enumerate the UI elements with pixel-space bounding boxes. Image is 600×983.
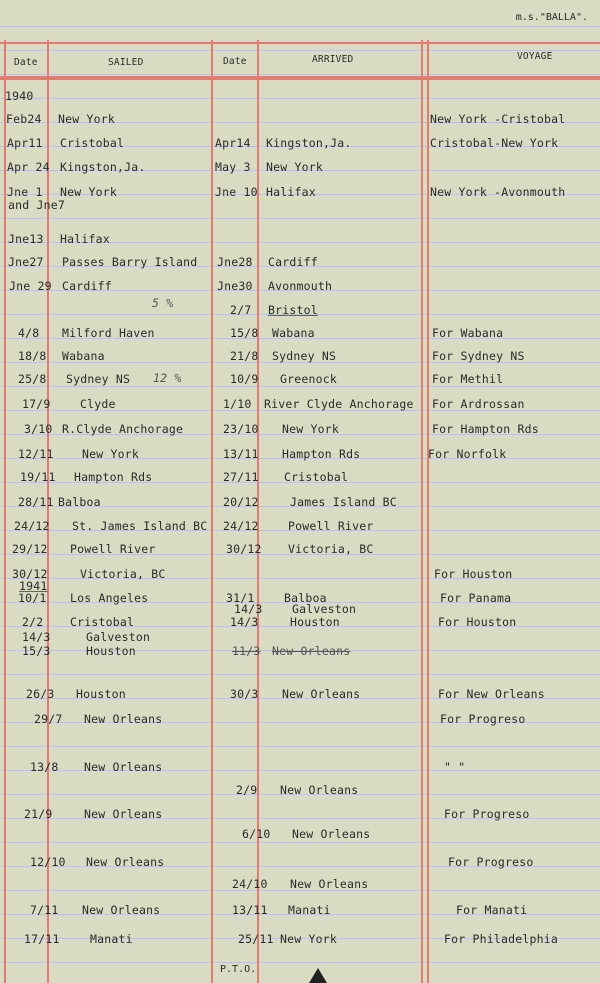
sailed-port-cell: Powell River: [70, 542, 156, 556]
arrived-date-cell: 10/9: [230, 372, 259, 386]
year-label: 1940: [5, 89, 34, 103]
arrived-port-cell: Kingston,Ja.: [266, 136, 352, 150]
arrived-port-cell: New Orleans: [272, 644, 351, 658]
and-date-note: and Jne7: [8, 198, 65, 212]
arrived-date-cell: 14/3: [234, 602, 263, 616]
arrived-port-cell: Bristol: [268, 303, 318, 317]
arrived-date-cell: May 3: [215, 160, 251, 174]
sailed-port-cell: New Orleans: [82, 903, 161, 917]
column-rule: [47, 40, 49, 983]
sailed-port-cell: Cristobal: [70, 615, 135, 629]
sailed-port-cell: New York: [82, 447, 139, 461]
arrived-port-cell: James Island BC: [290, 495, 397, 509]
arrived-date-cell: 11/3: [232, 644, 261, 658]
sailed-date-cell: 12/10: [30, 855, 66, 869]
sailed-date-cell: 25/8: [18, 372, 47, 386]
sailed-date-cell: Jne 29: [9, 279, 52, 293]
column-rule: [257, 40, 259, 983]
voyage-cell: New York -Cristobal: [430, 112, 566, 126]
sailed-date-cell: 26/3: [26, 687, 55, 701]
voyage-cell: For New Orleans: [438, 687, 545, 701]
voyage-cell: For Ardrossan: [432, 397, 525, 411]
sailed-date-cell: Jne27: [8, 255, 44, 269]
arrived-port-cell: Cardiff: [268, 255, 318, 269]
sailed-port-cell: St. James Island BC: [72, 519, 208, 533]
sailed-date-cell: 19/11: [20, 470, 56, 484]
arrived-date-cell: Jne 10: [215, 185, 258, 199]
arrived-port-cell: Cristobal: [284, 470, 349, 484]
voyage-cell: For Wabana: [432, 326, 504, 340]
arrived-date-cell: 2/9: [236, 783, 258, 797]
voyage-cell: New York -Avonmouth: [430, 185, 566, 199]
ship-name-title: m.s."BALLA".: [515, 12, 588, 23]
arrived-date-cell: 6/10: [242, 827, 271, 841]
arrived-port-cell: River Clyde Anchorage: [264, 397, 414, 411]
column-rule: [211, 40, 213, 983]
page-footer: P.T.O.: [220, 964, 257, 975]
sailed-port-cell: New York: [60, 185, 117, 199]
sailed-date-cell: 18/8: [18, 349, 47, 363]
arrived-port-cell: Balboa: [284, 591, 327, 605]
sailed-date-cell: 17/9: [22, 397, 51, 411]
arrived-date-cell: 31/1: [226, 591, 255, 605]
arrived-port-cell: New York: [282, 422, 339, 436]
voyage-cell: For Methil: [432, 372, 504, 386]
sailed-port-cell: Cardiff: [62, 279, 112, 293]
header-sailed-date: Date: [14, 57, 38, 68]
sailed-date-cell: 4/8: [18, 326, 40, 340]
voyage-cell: For Norfolk: [428, 447, 507, 461]
sailed-port-cell: Passes Barry Island: [62, 255, 198, 269]
arrived-date-cell: 14/3: [230, 615, 259, 629]
voyage-cell: For Hampton Rds: [432, 422, 539, 436]
header-voyage: VOYAGE: [517, 51, 553, 62]
sailed-port-cell: New York: [58, 112, 115, 126]
sailed-date-cell: 29/7: [34, 712, 63, 726]
voyage-cell: For Philadelphia: [444, 932, 558, 946]
sailed-date-cell: 13/8: [30, 760, 59, 774]
arrived-date-cell: 20/12: [223, 495, 259, 509]
voyage-cell: For Panama: [440, 591, 512, 605]
voyage-cell: For Sydney NS: [432, 349, 525, 363]
sailed-date-cell: Jne13: [8, 232, 44, 246]
header-bottom-rule: [0, 78, 600, 80]
page-corner-mark: [309, 968, 327, 983]
sailed-port-cell: R.Clyde Anchorage: [62, 422, 184, 436]
handwritten-percent: 5 %: [152, 296, 174, 310]
arrived-port-cell: New Orleans: [282, 687, 361, 701]
arrived-date-cell: 24/12: [223, 519, 259, 533]
margin-rule: [4, 40, 6, 983]
sailed-port-cell: Milford Haven: [62, 326, 155, 340]
header-arrived-date: Date: [223, 56, 247, 67]
sailed-date-cell: 24/12: [14, 519, 50, 533]
arrived-port-cell: Avonmouth: [268, 279, 333, 293]
sailed-date-cell: 3/10: [24, 422, 53, 436]
sailed-port-cell: Wabana: [62, 349, 105, 363]
arrived-port-cell: Galveston: [292, 602, 357, 616]
arrived-date-cell: Apr14: [215, 136, 251, 150]
voyage-cell: For Houston: [434, 567, 513, 581]
arrived-port-cell: New York: [280, 932, 337, 946]
column-rule: [421, 40, 423, 983]
arrived-date-cell: 30/12: [226, 542, 262, 556]
year-label: 1941: [19, 579, 48, 593]
arrived-port-cell: Manati: [288, 903, 331, 917]
sailed-date-cell: 15/3: [22, 644, 51, 658]
sailed-port-cell: Clyde: [80, 397, 116, 411]
arrived-date-cell: 13/11: [223, 447, 259, 461]
arrived-port-cell: Hampton Rds: [282, 447, 361, 461]
sailed-port-cell: Hampton Rds: [74, 470, 153, 484]
sailed-date-cell: 14/3: [22, 630, 51, 644]
sailed-date-cell: Apr11: [7, 136, 43, 150]
arrived-date-cell: 24/10: [232, 877, 268, 891]
arrived-date-cell: 15/8: [230, 326, 259, 340]
sailed-port-cell: Sydney NS: [66, 372, 131, 386]
header-sailed: SAILED: [108, 57, 144, 68]
arrived-port-cell: Victoria, BC: [288, 542, 374, 556]
arrived-port-cell: Sydney NS: [272, 349, 337, 363]
sailed-date-cell: 29/12: [12, 542, 48, 556]
sailed-port-cell: New Orleans: [84, 760, 163, 774]
sailed-date-cell: 17/11: [24, 932, 60, 946]
arrived-date-cell: 21/8: [230, 349, 259, 363]
arrived-date-cell: 13/11: [232, 903, 268, 917]
sailed-date-cell: Jne 1: [7, 185, 43, 199]
voyage-cell: For Manati: [456, 903, 528, 917]
sailed-date-cell: 7/11: [30, 903, 59, 917]
arrived-date-cell: 1/10: [223, 397, 252, 411]
sailed-port-cell: Kingston,Ja.: [60, 160, 146, 174]
arrived-port-cell: New Orleans: [292, 827, 371, 841]
sailed-date-cell: 30/12: [12, 567, 48, 581]
sailed-port-cell: Los Angeles: [70, 591, 149, 605]
voyage-cell: " ": [444, 760, 466, 774]
arrived-date-cell: Jne30: [217, 279, 253, 293]
sailed-port-cell: New Orleans: [84, 712, 163, 726]
voyage-cell: Cristobal-New York: [430, 136, 559, 150]
voyage-cell: For Houston: [438, 615, 517, 629]
arrived-port-cell: Halifax: [266, 185, 316, 199]
sailed-date-cell: 10/1: [18, 591, 47, 605]
handwritten-percent: 12 %: [153, 371, 182, 385]
arrived-port-cell: Houston: [290, 615, 340, 629]
header-top-rule: [0, 42, 600, 44]
sailed-port-cell: Balboa: [58, 495, 101, 509]
sailed-port-cell: New Orleans: [84, 807, 163, 821]
arrived-date-cell: 25/11: [238, 932, 274, 946]
arrived-port-cell: Powell River: [288, 519, 374, 533]
column-rule: [427, 40, 429, 983]
sailed-port-cell: Houston: [76, 687, 126, 701]
sailed-date-cell: 2/2: [22, 615, 44, 629]
sailed-date-cell: Feb24: [6, 112, 42, 126]
voyage-cell: For Progreso: [444, 807, 530, 821]
sailed-port-cell: Cristobal: [60, 136, 125, 150]
arrived-date-cell: 23/10: [223, 422, 259, 436]
arrived-port-cell: New Orleans: [280, 783, 359, 797]
sailed-date-cell: 12/11: [18, 447, 54, 461]
arrived-date-cell: 30/3: [230, 687, 259, 701]
voyage-cell: For Progreso: [448, 855, 534, 869]
arrived-date-cell: 2/7: [230, 303, 252, 317]
sailed-port-cell: Galveston: [86, 630, 151, 644]
sailed-date-cell: 28/11: [18, 495, 54, 509]
sailed-port-cell: Halifax: [60, 232, 110, 246]
sailed-date-cell: 21/9: [24, 807, 53, 821]
sailed-port-cell: Houston: [86, 644, 136, 658]
header-arrived: ARRIVED: [312, 54, 354, 65]
arrived-date-cell: 27/11: [223, 470, 259, 484]
arrived-port-cell: New Orleans: [290, 877, 369, 891]
sailed-date-cell: Apr 24: [7, 160, 50, 174]
sailed-port-cell: New Orleans: [86, 855, 165, 869]
arrived-date-cell: Jne28: [217, 255, 253, 269]
sailed-port-cell: Victoria, BC: [80, 567, 166, 581]
arrived-port-cell: Greenock: [280, 372, 337, 386]
arrived-port-cell: New York: [266, 160, 323, 174]
voyage-cell: For Progreso: [440, 712, 526, 726]
sailed-port-cell: Manati: [90, 932, 133, 946]
arrived-port-cell: Wabana: [272, 326, 315, 340]
